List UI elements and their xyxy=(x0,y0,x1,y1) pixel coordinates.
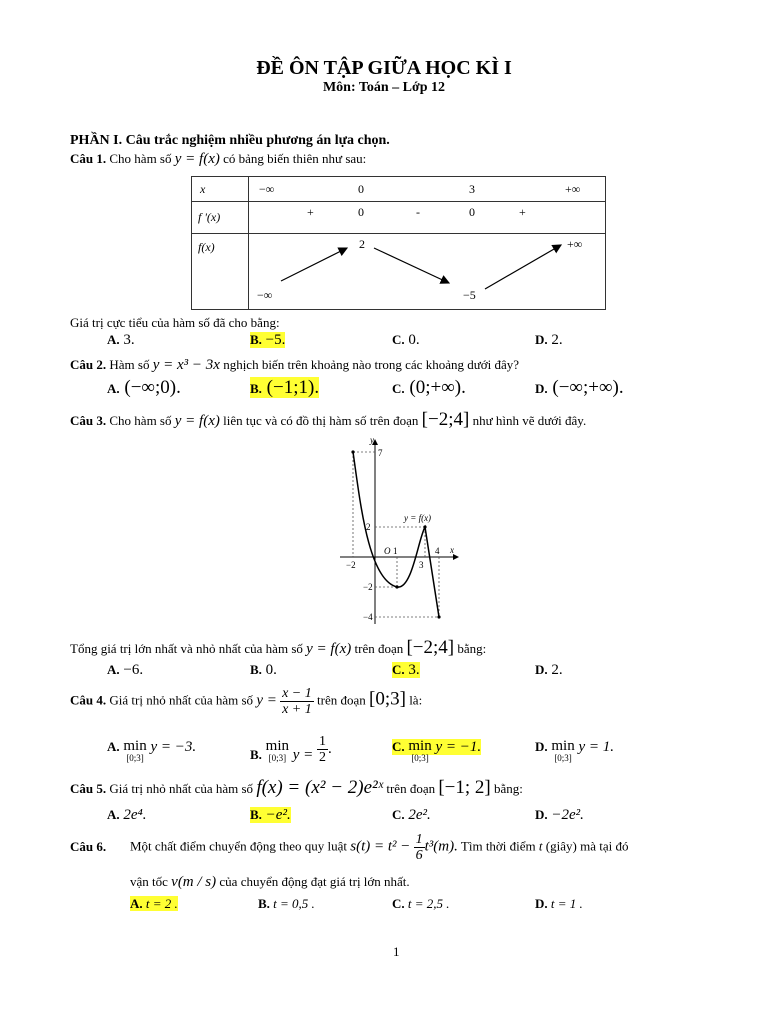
q5-option-c[interactable]: C. 2e². xyxy=(392,807,431,823)
graph-tick-3: 3 xyxy=(419,560,424,570)
question-1-expr: y = f(x) xyxy=(174,151,220,167)
q6-option-b[interactable]: B. t = 0,5 . xyxy=(258,896,315,911)
q6-option-a[interactable]: A. t = 2 . xyxy=(130,896,178,911)
f-pos-inf: +∞ xyxy=(567,237,583,251)
graph-tick-neg4: −4 xyxy=(363,612,373,622)
q6-option-d[interactable]: D. t = 1 . xyxy=(535,896,583,911)
variation-arrows xyxy=(249,234,615,310)
q3-option-b[interactable]: B. 0. xyxy=(250,662,277,678)
q4-fraction: $\frac{x - 1}{x + 1}$ xyxy=(282,686,312,717)
graph-y-label: y xyxy=(370,436,374,445)
q5-option-d[interactable]: D. −2e². xyxy=(535,807,584,823)
variation-table xyxy=(191,176,606,310)
q4-option-b[interactable]: B. min [0;3] y = $\frac{1}{2}$ . xyxy=(250,734,332,765)
question-1 xyxy=(70,152,366,167)
question-3: Câu 3. Cho hàm số y = f(x) liên tục và có đồ thị hàm số trên đoạn [−2;4] như hình vẽ dưới đây. xyxy=(70,409,587,430)
page-title: ĐỀ ÔN TẬP GIỮA HỌC KÌ I xyxy=(256,57,512,79)
question-5: Câu 5. Giá trị nhỏ nhất của hàm số f(x) = (x² − 2)e²ˣ trên đoạn [−1; 2] bằng: xyxy=(70,777,523,798)
x-pos-inf: +∞ xyxy=(565,182,581,196)
table-x-values xyxy=(249,177,606,202)
q5-option-b[interactable]: B. −e². xyxy=(250,807,291,823)
table-head-f: f(x) xyxy=(192,234,249,310)
f-neg-inf: −∞ xyxy=(257,288,273,302)
q6-option-c[interactable]: C. t = 2,5 . xyxy=(392,896,450,911)
sign-plus-1: + xyxy=(307,205,314,219)
sign-plus-2: + xyxy=(519,205,526,219)
table-fprime-values xyxy=(249,202,606,234)
question-6-label: Câu 6. xyxy=(70,839,107,854)
sign-minus: - xyxy=(416,205,420,219)
graph-tick-neg2-x: −2 xyxy=(346,560,356,570)
graph-tick-neg2-y: −2 xyxy=(363,582,373,592)
q4-option-d[interactable]: D. min [0;3] y = 1. xyxy=(535,738,615,763)
f-max: 2 xyxy=(359,237,365,251)
section-heading: PHẦN I. Câu trắc nghiệm nhiều phương án lựa chọn. xyxy=(70,133,390,148)
graph-tick-7: 7 xyxy=(378,448,383,458)
q1-option-a[interactable]: A. 3. xyxy=(107,332,135,348)
table-f-values xyxy=(249,234,606,310)
q2-option-c[interactable]: C. (0;+∞). xyxy=(392,377,466,398)
q1-option-d[interactable]: D. 2. xyxy=(535,332,563,348)
x-neg-inf: −∞ xyxy=(259,182,275,196)
q3-option-d[interactable]: D. 2. xyxy=(535,662,563,678)
graph-curve-label: y = f(x) xyxy=(404,513,432,523)
question-2-expr: y = x³ − 3x xyxy=(152,357,220,373)
graph-x-label: x xyxy=(450,545,454,555)
q2-option-b[interactable]: B. (−1;1). xyxy=(250,377,320,398)
question-2: Câu 2. Hàm số y = x³ − 3x nghịch biến trên khoảng nào trong các khoảng dưới đây? xyxy=(70,357,520,373)
x-three: 3 xyxy=(469,182,475,196)
q1-option-c[interactable]: C. 0. xyxy=(392,332,420,348)
q4-option-c[interactable]: C. min [0;3] y = −1. xyxy=(392,738,482,763)
f-min: −5 xyxy=(463,288,476,302)
graph-tick-2: 2 xyxy=(366,522,371,532)
question-6: Một chất điểm chuyển động theo quy luật s(t) = t² − $\frac{1}{6}$ t³(m). Tìm thời điểm t (giây) mà tại đó xyxy=(130,832,629,863)
question-1-text: Cho hàm số xyxy=(109,151,172,166)
question-1-label: Câu 1. xyxy=(70,151,107,166)
page-subtitle: Môn: Toán – Lớp 12 xyxy=(322,80,446,95)
table-head-x: x xyxy=(192,177,249,202)
q4-option-a[interactable]: A. min [0;3] y = −3. xyxy=(107,738,197,763)
graph-origin: O xyxy=(384,546,391,556)
q2-option-d[interactable]: D. (−∞;+∞). xyxy=(535,377,624,398)
graph-tick-4: 4 xyxy=(435,546,440,556)
question-4: Câu 4. Giá trị nhỏ nhất của hàm số y = $\frac{x - 1}{x + 1}$ trên đoạn [0;3] là: xyxy=(70,686,423,717)
table-head-fprime: f '(x) xyxy=(192,202,249,234)
question-1-prompt: Giá trị cực tiểu của hàm số đã cho bằng: xyxy=(70,315,280,330)
function-graph xyxy=(336,436,461,626)
x-zero: 0 xyxy=(358,182,364,196)
question-3-prompt: Tổng giá trị lớn nhất và nhỏ nhất của hàm số y = f(x) trên đoạn [−2;4] bằng: xyxy=(70,637,487,658)
page-number: 1 xyxy=(393,944,400,959)
graph-tick-1: 1 xyxy=(393,546,398,556)
q1-option-b[interactable]: B. −5. xyxy=(250,332,286,348)
question-1-text-b: có bảng biến thiên như sau: xyxy=(223,151,367,166)
q3-option-c[interactable]: C. 3. xyxy=(392,662,420,678)
q5-option-a[interactable]: A. 2e⁴. xyxy=(107,807,147,823)
q3-option-a[interactable]: A. −6. xyxy=(107,662,144,678)
q2-option-a[interactable]: A. (−∞;0). xyxy=(107,377,181,398)
question-6-line-2: vận tốc v(m / s) của chuyển động đạt giá trị lớn nhất. xyxy=(130,874,410,890)
fprime-zero-1: 0 xyxy=(358,205,364,219)
fprime-zero-2: 0 xyxy=(469,205,475,219)
